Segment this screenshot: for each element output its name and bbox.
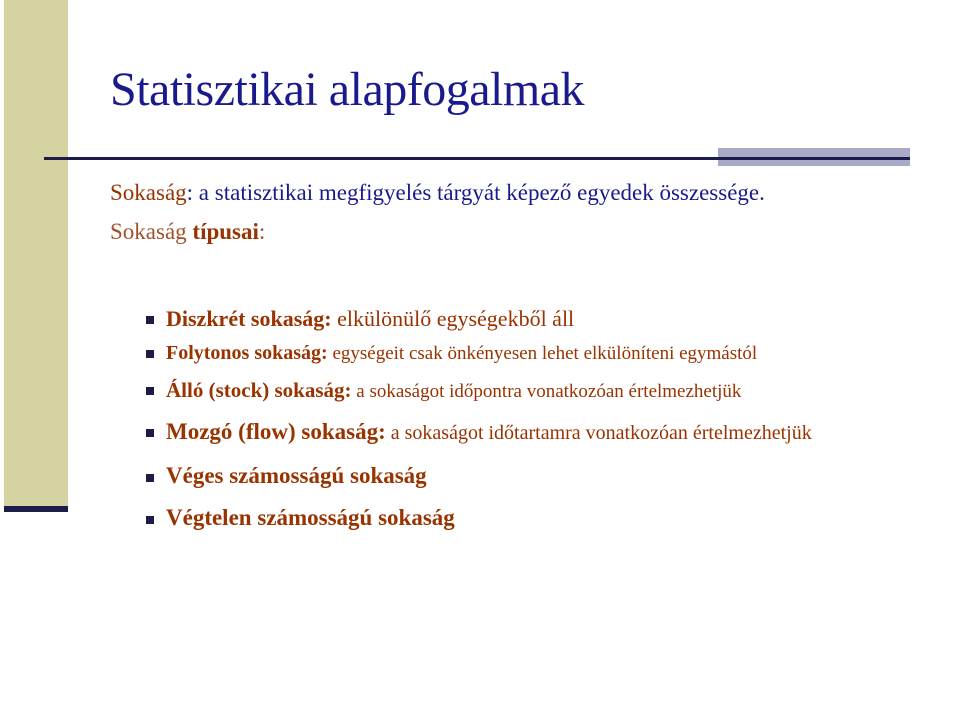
intro-types-bold: típusai (192, 219, 259, 244)
bullet-term: Diszkrét sokaság: (166, 306, 332, 331)
decorative-side-bar (4, 0, 68, 510)
list-item (146, 503, 906, 533)
bullet-description: elkülönülő egységekből áll (331, 306, 575, 331)
list-item (146, 305, 906, 332)
list-item (146, 375, 906, 407)
intro-definition (110, 180, 765, 206)
square-bullet-icon (146, 316, 154, 324)
intro-definition-text: : a statisztikai megfigyelés tárgyát képező egyedek összessége. (186, 180, 765, 205)
title-rule-accent-lower (718, 160, 910, 166)
list-item (146, 461, 906, 491)
slide-title: Statisztikai alapfogalmak (110, 63, 585, 116)
intro-types (110, 219, 265, 245)
bullet-term: Álló (stock) sokaság: (166, 378, 352, 402)
decorative-side-bar-base (4, 506, 68, 512)
square-bullet-icon (146, 350, 154, 358)
square-bullet-icon (146, 516, 154, 524)
square-bullet-icon (146, 387, 154, 395)
bullet-description: a sokaságot időtartamra vonatkozóan értelmezhetjük (385, 422, 812, 444)
square-bullet-icon (146, 429, 154, 437)
bullet-description: a sokaságot időpontra vonatkozóan értelmezhetjük (351, 381, 742, 402)
bullet-description: egységeit csak önkényesen lehet elkülöníteni egymástól (327, 343, 758, 364)
intro-term: Sokaság (110, 180, 187, 205)
bullet-list (146, 300, 906, 533)
bullet-term: Mozgó (flow) sokaság: (166, 419, 386, 444)
bullet-term: Véges számosságú sokaság (166, 463, 427, 488)
intro-types-colon: : (258, 219, 266, 244)
square-bullet-icon (146, 474, 154, 482)
list-item (146, 417, 906, 448)
intro-types-term: Sokaság (110, 219, 187, 244)
title-rule (44, 157, 910, 160)
bullet-term: Folytonos sokaság: (166, 342, 328, 364)
bullet-term: Végtelen számosságú sokaság (166, 505, 455, 530)
list-item (146, 338, 906, 369)
